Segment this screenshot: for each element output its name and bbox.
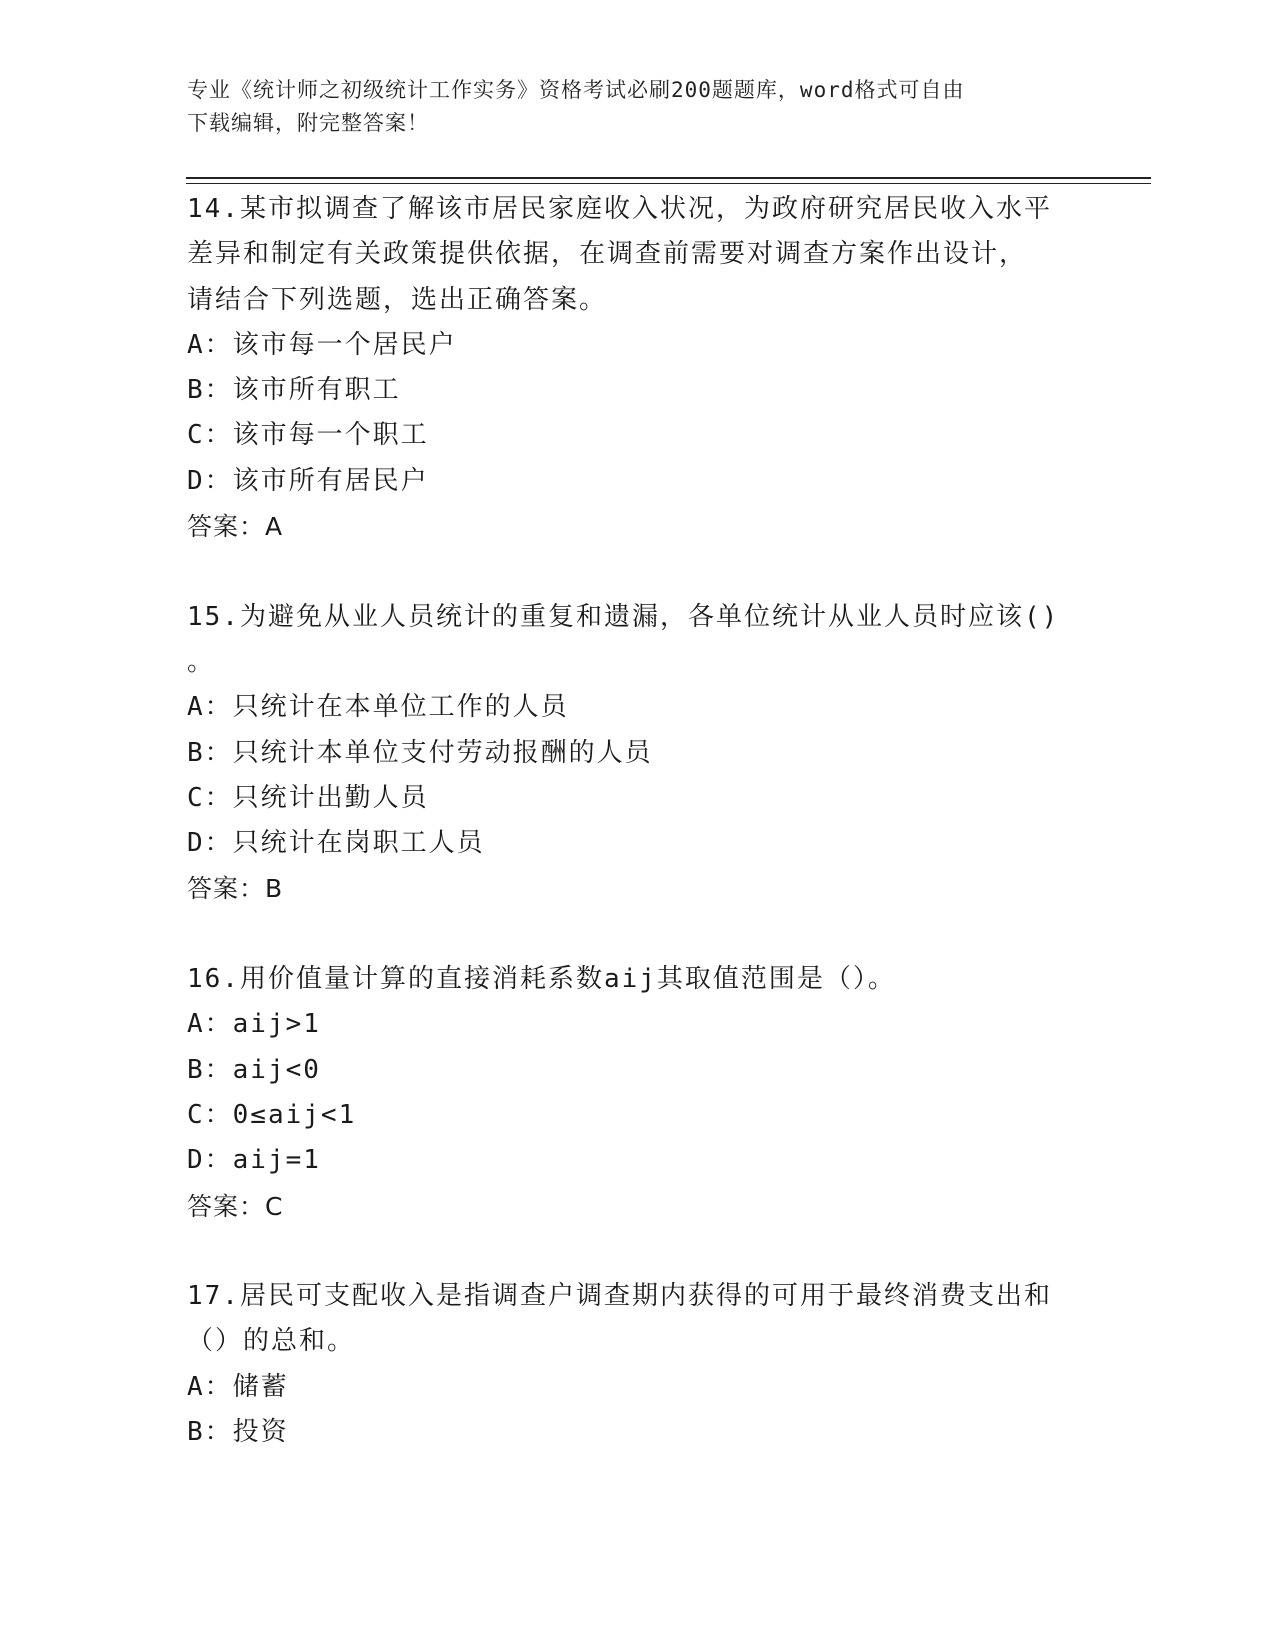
header-line-1: 专业《统计师之初级统计工作实务》资格考试必刷200题题库，word格式可自由 — [187, 78, 965, 102]
option-b: B：aij<0 — [187, 1054, 321, 1085]
option-d: D：该市所有居民户 — [187, 465, 429, 496]
question-stem-line: 差异和制定有关政策提供依据，在调查前需要对调查方案作出设计， — [187, 239, 1028, 270]
answer-label: 答案：C — [187, 1191, 284, 1221]
question-16 — [187, 957, 1087, 1274]
option-c: C：只统计出勤人员 — [187, 782, 429, 813]
question-list — [187, 187, 1087, 1455]
option-a: A：该市每一个居民户 — [187, 329, 457, 360]
option-b: B：只统计本单位支付劳动报酬的人员 — [187, 737, 653, 768]
document-header — [187, 74, 1067, 140]
option-d: D：aij=1 — [187, 1145, 321, 1176]
option-b: B：投资 — [187, 1417, 289, 1448]
question-14 — [187, 187, 1087, 595]
header-line-2: 下载编辑，附完整答案！ — [187, 111, 429, 135]
question-stem-line: （）的总和。 — [187, 1326, 356, 1357]
question-stem-line: 17.居民可支配收入是指调查户调查期内获得的可用于最终消费支出和 — [187, 1281, 1052, 1312]
option-c: C：0≤aij<1 — [187, 1099, 357, 1130]
option-a: A：只统计在本单位工作的人员 — [187, 692, 569, 723]
blank-line — [187, 1229, 1087, 1274]
option-a: A：储蓄 — [187, 1371, 289, 1402]
question-stem-line: 16.用价值量计算的直接消耗系数aij其取值范围是（）。 — [187, 964, 896, 995]
question-17 — [187, 1274, 1087, 1455]
answer-label: 答案：A — [187, 512, 284, 542]
blank-line — [187, 549, 1087, 594]
question-stem-line: 请结合下列选题，选出正确答案。 — [187, 284, 608, 315]
option-c: C：该市每一个职工 — [187, 420, 429, 451]
question-stem-line: 15.为避免从业人员统计的重复和遗漏，各单位统计从业人员时应该() — [187, 601, 1060, 632]
option-b: B：该市所有职工 — [187, 375, 401, 406]
option-a: A：aij>1 — [187, 1009, 321, 1040]
header-divider — [186, 177, 1151, 184]
blank-line — [187, 912, 1087, 957]
option-d: D：只统计在岗职工人员 — [187, 828, 485, 859]
answer-label: 答案：B — [187, 874, 284, 904]
question-stem-line: 14.某市拟调查了解该市居民家庭收入状况，为政府研究居民收入水平 — [187, 194, 1052, 224]
question-stem-line: 。 — [187, 646, 216, 677]
question-15 — [187, 595, 1087, 957]
